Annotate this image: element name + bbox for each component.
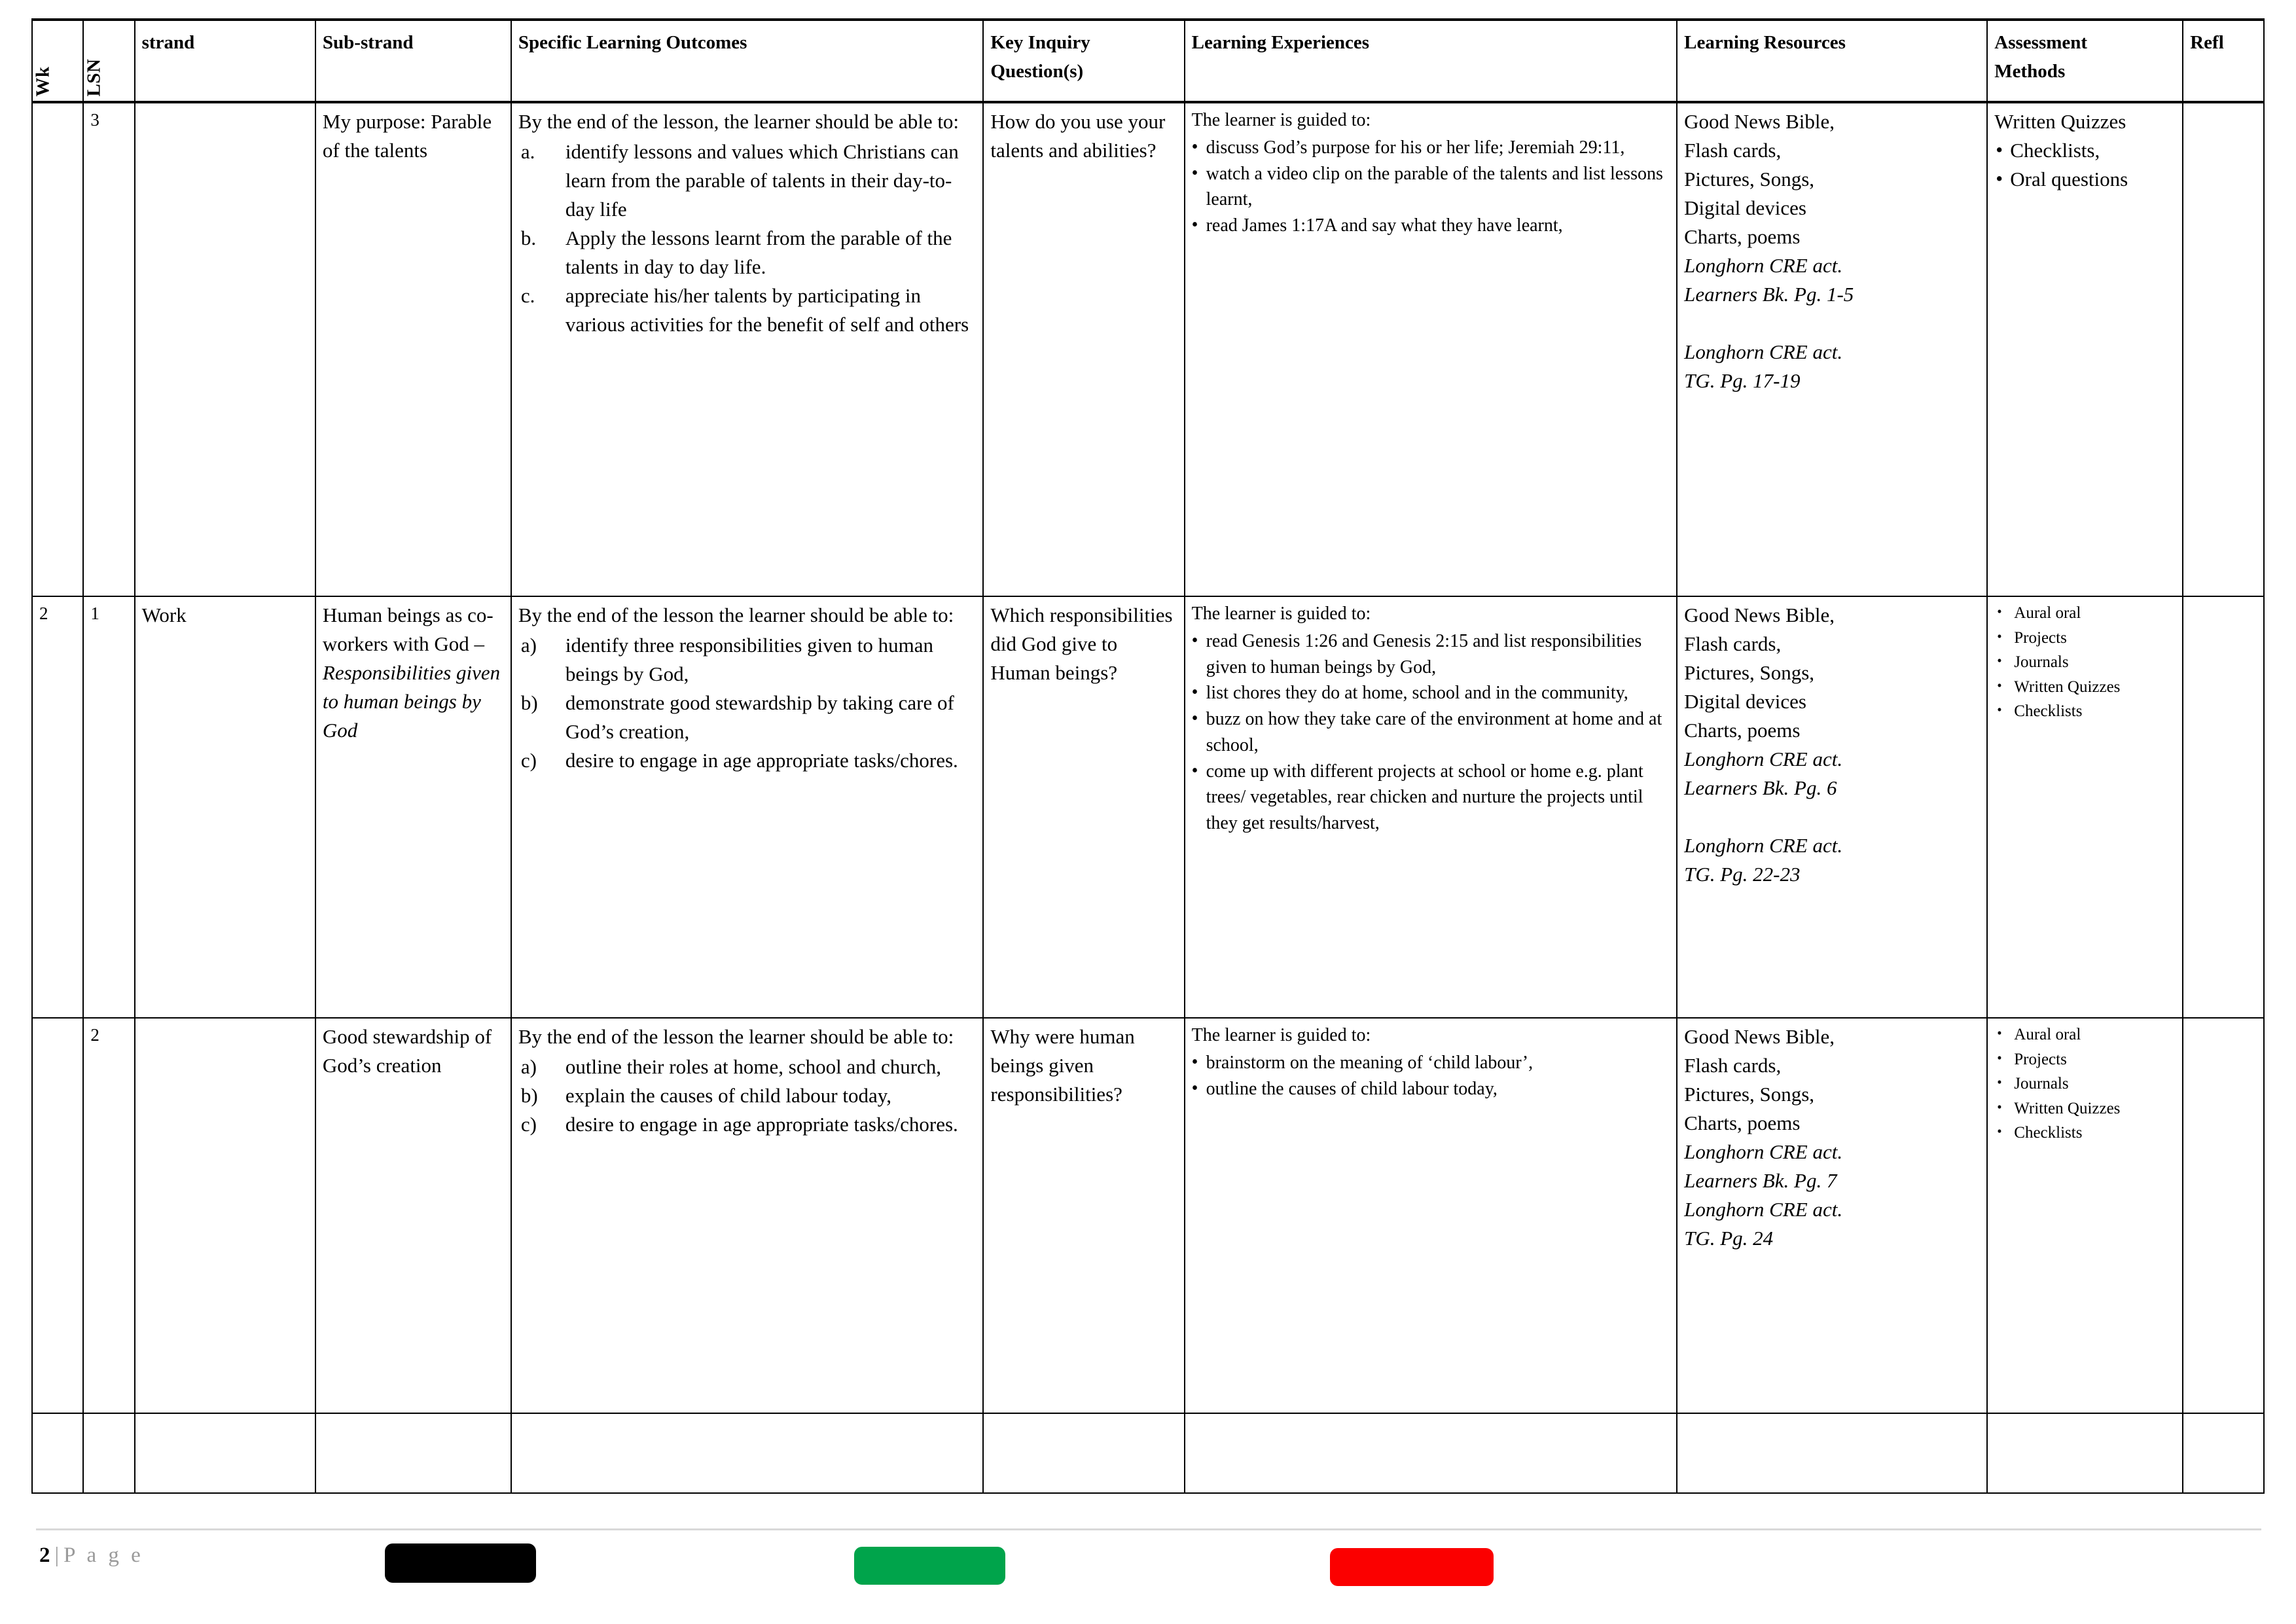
bullet-icon: • <box>1191 682 1198 703</box>
assessment-text: Written Quizzes <box>2014 677 2121 696</box>
resource-item: Good News Bible, <box>1684 1025 1835 1048</box>
scheme-of-work-table <box>31 18 2265 1494</box>
bullet-icon: • <box>1997 702 2002 717</box>
outcome-text: appreciate his/her talents by participating in various activities for the benefit of self and others <box>565 284 969 336</box>
assessment-text: Checklists, <box>2010 139 2100 162</box>
cell-learning-resources <box>1677 1413 1987 1493</box>
resource-reference: TG. Pg. 17-19 <box>1684 369 1801 393</box>
outcome-list <box>518 137 978 339</box>
column-header-inquiry-line2: Question(s) <box>990 60 1084 82</box>
bullet-icon: • <box>1997 628 2002 644</box>
bullet-icon: • <box>1191 708 1198 729</box>
cell-reflection[interactable] <box>2183 102 2264 596</box>
outcome-text: outline their roles at home, school and church, <box>565 1055 942 1079</box>
cell-key-inquiry-question <box>983 1413 1184 1493</box>
column-header-inquiry <box>983 20 1184 102</box>
cell-assessment-methods <box>1987 1018 2183 1413</box>
footer-page-number-value: 2 <box>39 1543 50 1567</box>
assessment-list <box>1994 601 2177 724</box>
cell-learning-outcomes <box>511 1413 984 1493</box>
outcome-marker: b. <box>520 226 537 250</box>
outcome-item <box>518 137 978 224</box>
outcome-list <box>518 1053 978 1139</box>
bullet-icon: • <box>1191 760 1198 781</box>
outcome-marker: b) <box>520 1084 538 1108</box>
cell-lesson: 3 <box>83 102 134 596</box>
cell-week: 2 <box>32 596 83 1018</box>
bullet-icon: • <box>1997 1074 2002 1090</box>
footer-page-word: P a g e <box>63 1543 144 1567</box>
bullet-icon: • <box>1191 1051 1198 1072</box>
bullet-icon: • <box>1191 162 1198 183</box>
cell-key-inquiry-question: Which responsibilities did God give to Human beings? <box>983 596 1184 1018</box>
experience-item <box>1192 135 1672 161</box>
outcome-text: desire to engage in age appropriate tasks/chores. <box>565 749 958 772</box>
assessment-item <box>1994 1121 2177 1146</box>
bullet-icon: • <box>1191 136 1198 157</box>
cell-learning-experiences <box>1185 1018 1677 1413</box>
bullet-icon: • <box>1996 138 2003 162</box>
assessment-item <box>1994 136 2177 165</box>
assessment-text: Written Quizzes <box>2014 1099 2121 1117</box>
bullet-icon: • <box>1191 215 1198 235</box>
resource-reference: Learners Bk. Pg. 1-5 <box>1684 283 1854 306</box>
assessment-text: Projects <box>2014 628 2067 647</box>
bullet-icon: • <box>1997 677 2002 693</box>
outcome-marker: c) <box>520 749 537 772</box>
outcome-marker: c. <box>520 284 535 308</box>
cell-substrand <box>315 1018 511 1413</box>
outcome-marker: a) <box>520 1055 537 1079</box>
assessment-list <box>1994 136 2177 194</box>
outcome-item <box>518 281 978 339</box>
cell-week <box>32 102 83 596</box>
outcome-text: identify lessons and values which Christians can learn from the parable of talents in their day-to-day life <box>565 140 959 221</box>
column-header-assessment-line2: Methods <box>1994 60 2066 82</box>
outcome-list <box>518 631 978 775</box>
experience-list <box>1192 1050 1672 1102</box>
assessment-text: Checklists <box>2014 702 2083 720</box>
assessment-text: Journals <box>2014 1075 2069 1092</box>
cell-substrand <box>315 102 511 596</box>
column-header-refl: Refl <box>2183 20 2264 102</box>
outcome-marker: b) <box>520 691 538 715</box>
experience-item <box>1192 213 1672 239</box>
footer-divider <box>36 1528 2261 1530</box>
resource-reference: TG. Pg. 24 <box>1684 1227 1774 1250</box>
assessment-item <box>1994 1022 2177 1047</box>
assessment-text: Oral questions <box>2010 168 2128 191</box>
cell-assessment-methods <box>1987 102 2183 596</box>
assessment-text: Projects <box>2014 1050 2067 1068</box>
outcome-item <box>518 1053 978 1081</box>
outcome-item <box>518 224 978 281</box>
cell-strand: Work <box>135 596 315 1018</box>
substrand-title: Good stewardship of God’s creation <box>322 1025 492 1077</box>
column-header-assessment-line1: Assessment <box>1994 32 2088 53</box>
experience-list <box>1192 628 1672 837</box>
experience-text: watch a video clip on the parable of the talents and list lessons learnt, <box>1206 163 1663 210</box>
resource-item: Pictures, Songs, <box>1684 1083 1815 1106</box>
resource-reference: Longhorn CRE act. <box>1684 254 1843 278</box>
resource-reference: Learners Bk. Pg. 7 <box>1684 1169 1837 1193</box>
resource-reference: Longhorn CRE act. <box>1684 748 1843 771</box>
resource-item: Flash cards, <box>1684 139 1782 162</box>
color-swatch-red <box>1330 1548 1494 1586</box>
outcome-text: Apply the lessons learnt from the parable of the talents in day to day life. <box>565 226 952 279</box>
column-header-wk-label: Wk <box>32 65 54 97</box>
outcome-intro: By the end of the lesson the learner should be able to: <box>518 604 954 626</box>
cell-lesson: 2 <box>83 1018 134 1413</box>
table-row <box>32 596 2264 1018</box>
cell-reflection[interactable] <box>2183 596 2264 1018</box>
bullet-icon: • <box>1997 1098 2002 1115</box>
cell-learning-experiences <box>1185 596 1677 1018</box>
resource-reference: Longhorn CRE act. <box>1684 1140 1843 1164</box>
experience-text: discuss God’s purpose for his or her life; Jeremiah 29:11, <box>1206 137 1625 158</box>
cell-learning-resources <box>1677 1018 1987 1413</box>
resource-reference: Longhorn CRE act. <box>1684 1198 1843 1221</box>
assessment-item <box>1994 650 2177 675</box>
experience-item <box>1192 1050 1672 1076</box>
cell-lesson: 1 <box>83 596 134 1018</box>
assessment-item <box>1994 675 2177 700</box>
cell-strand <box>135 102 315 596</box>
assessment-item <box>1994 626 2177 651</box>
footer-page-number <box>39 1543 144 1568</box>
cell-strand <box>135 1018 315 1413</box>
experience-text: come up with different projects at school or home e.g. plant trees/ vegetables, rear chicken and nurture the projects until they get results/harvest, <box>1206 761 1643 833</box>
bullet-icon: • <box>1191 1077 1198 1098</box>
outcome-text: explain the causes of child labour today, <box>565 1084 891 1108</box>
assessment-item <box>1994 699 2177 724</box>
footer-page-separator: | <box>54 1543 60 1567</box>
color-swatch-black <box>385 1543 536 1583</box>
resource-item: Flash cards, <box>1684 632 1782 656</box>
experience-intro: The learner is guided to: <box>1191 604 1371 624</box>
resource-item: Good News Bible, <box>1684 110 1835 133</box>
experience-item <box>1192 706 1672 759</box>
experience-item <box>1192 161 1672 213</box>
column-header-resources: Learning Resources <box>1677 20 1987 102</box>
column-header-substrand: Sub-strand <box>315 20 511 102</box>
substrand-title: My purpose: Parable of the talents <box>322 110 492 162</box>
resource-item: Good News Bible, <box>1684 604 1835 626</box>
assessment-text: Journals <box>2014 653 2069 671</box>
resource-item: Pictures, Songs, <box>1684 661 1815 685</box>
outcome-text: desire to engage in age appropriate tasks/chores. <box>565 1113 958 1136</box>
substrand-title: Human beings as co-workers with God – <box>322 604 493 656</box>
substrand-subtitle: Responsibilities given to human beings by God <box>322 661 501 742</box>
column-header-strand: strand <box>135 20 315 102</box>
table-row <box>32 1018 2264 1413</box>
cell-key-inquiry-question: How do you use your talents and abilities? <box>983 102 1184 596</box>
table-row <box>32 102 2264 596</box>
cell-learning-outcomes <box>511 102 984 596</box>
column-header-lsn <box>83 20 134 102</box>
cell-substrand <box>315 1413 511 1493</box>
outcome-item <box>518 631 978 689</box>
assessment-item <box>1994 601 2177 626</box>
assessment-text: Aural oral <box>2014 1026 2081 1043</box>
experience-text: read Genesis 1:26 and Genesis 2:15 and list responsibilities given to human beings by God, <box>1206 630 1642 677</box>
outcome-item <box>518 1081 978 1110</box>
column-header-lsn-label: LSN <box>83 58 105 96</box>
column-header-outcomes: Specific Learning Outcomes <box>511 20 984 102</box>
column-header-inquiry-line1: Key Inquiry <box>990 32 1090 53</box>
cell-learning-outcomes <box>511 596 984 1018</box>
outcome-text: identify three responsibilities given to human beings by God, <box>565 634 934 686</box>
experience-text: outline the causes of child labour today, <box>1206 1078 1498 1099</box>
assessment-lead: Written Quizzes <box>1994 110 2126 133</box>
cell-reflection[interactable] <box>2183 1413 2264 1493</box>
resource-item: Pictures, Songs, <box>1684 168 1815 191</box>
experience-item <box>1192 759 1672 837</box>
assessment-item <box>1994 1096 2177 1121</box>
bullet-icon: • <box>1997 604 2002 619</box>
bullet-icon: • <box>1191 630 1198 651</box>
outcome-item <box>518 689 978 746</box>
column-header-wk <box>32 20 83 102</box>
experience-text: read James 1:17A and say what they have learnt, <box>1206 215 1563 236</box>
cell-week <box>32 1413 83 1493</box>
cell-learning-resources <box>1677 596 1987 1018</box>
outcome-intro: By the end of the lesson, the learner should be able to: <box>518 110 960 133</box>
resource-reference: Learners Bk. Pg. 6 <box>1684 776 1837 800</box>
bullet-icon: • <box>1997 1049 2002 1066</box>
resource-spacer <box>1684 309 1981 338</box>
cell-assessment-methods <box>1987 596 2183 1018</box>
experience-text: brainstorm on the meaning of ‘child labour’, <box>1206 1052 1534 1073</box>
assessment-item <box>1994 1072 2177 1096</box>
cell-learning-outcomes <box>511 1018 984 1413</box>
cell-lesson <box>83 1413 134 1493</box>
experience-text: list chores they do at home, school and in the community, <box>1206 683 1628 704</box>
resource-item: Charts, poems <box>1684 1111 1801 1135</box>
experience-intro: The learner is guided to: <box>1191 110 1371 130</box>
experience-item <box>1192 628 1672 681</box>
resource-item: Flash cards, <box>1684 1054 1782 1077</box>
resource-reference: Longhorn CRE act. <box>1684 340 1843 364</box>
assessment-text: Checklists <box>2014 1124 2083 1142</box>
outcome-item <box>518 1110 978 1139</box>
experience-text: buzz on how they take care of the environment at home and at school, <box>1206 709 1662 755</box>
resource-item: Digital devices <box>1684 690 1806 713</box>
bullet-icon: • <box>1997 653 2002 668</box>
resource-spacer <box>1684 803 1981 831</box>
cell-assessment-methods <box>1987 1413 2183 1493</box>
assessment-item <box>1994 165 2177 194</box>
experience-list <box>1192 135 1672 239</box>
resource-item: Charts, poems <box>1684 225 1801 249</box>
outcome-text: demonstrate good stewardship by taking care of God’s creation, <box>565 691 954 744</box>
cell-learning-resources <box>1677 102 1987 596</box>
resource-item: Digital devices <box>1684 196 1806 220</box>
table-row <box>32 1413 2264 1493</box>
table-header-row <box>32 20 2264 102</box>
outcome-marker: a. <box>520 140 535 164</box>
bullet-icon: • <box>1997 1025 2002 1041</box>
assessment-text: Aural oral <box>2014 604 2081 622</box>
cell-substrand <box>315 596 511 1018</box>
cell-strand <box>135 1413 315 1493</box>
cell-key-inquiry-question: Why were human beings given responsibilities? <box>983 1018 1184 1413</box>
experience-item <box>1192 1076 1672 1102</box>
column-header-assessment <box>1987 20 2183 102</box>
resource-reference: TG. Pg. 22-23 <box>1684 863 1801 886</box>
assessment-item <box>1994 1047 2177 1072</box>
outcome-intro: By the end of the lesson the learner should be able to: <box>518 1025 954 1048</box>
cell-week <box>32 1018 83 1413</box>
outcome-item <box>518 746 978 775</box>
outcome-marker: c) <box>520 1113 537 1136</box>
resource-reference: Longhorn CRE act. <box>1684 834 1843 857</box>
experience-intro: The learner is guided to: <box>1191 1025 1371 1045</box>
resource-item: Charts, poems <box>1684 719 1801 742</box>
bullet-icon: • <box>1997 1123 2002 1139</box>
cell-learning-experiences <box>1185 102 1677 596</box>
outcome-marker: a) <box>520 634 537 657</box>
assessment-list <box>1994 1022 2177 1146</box>
cell-reflection[interactable] <box>2183 1018 2264 1413</box>
column-header-experiences: Learning Experiences <box>1185 20 1677 102</box>
color-swatch-green <box>854 1547 1005 1585</box>
bullet-icon: • <box>1996 167 2003 190</box>
cell-learning-experiences <box>1185 1413 1677 1493</box>
experience-item <box>1192 680 1672 706</box>
